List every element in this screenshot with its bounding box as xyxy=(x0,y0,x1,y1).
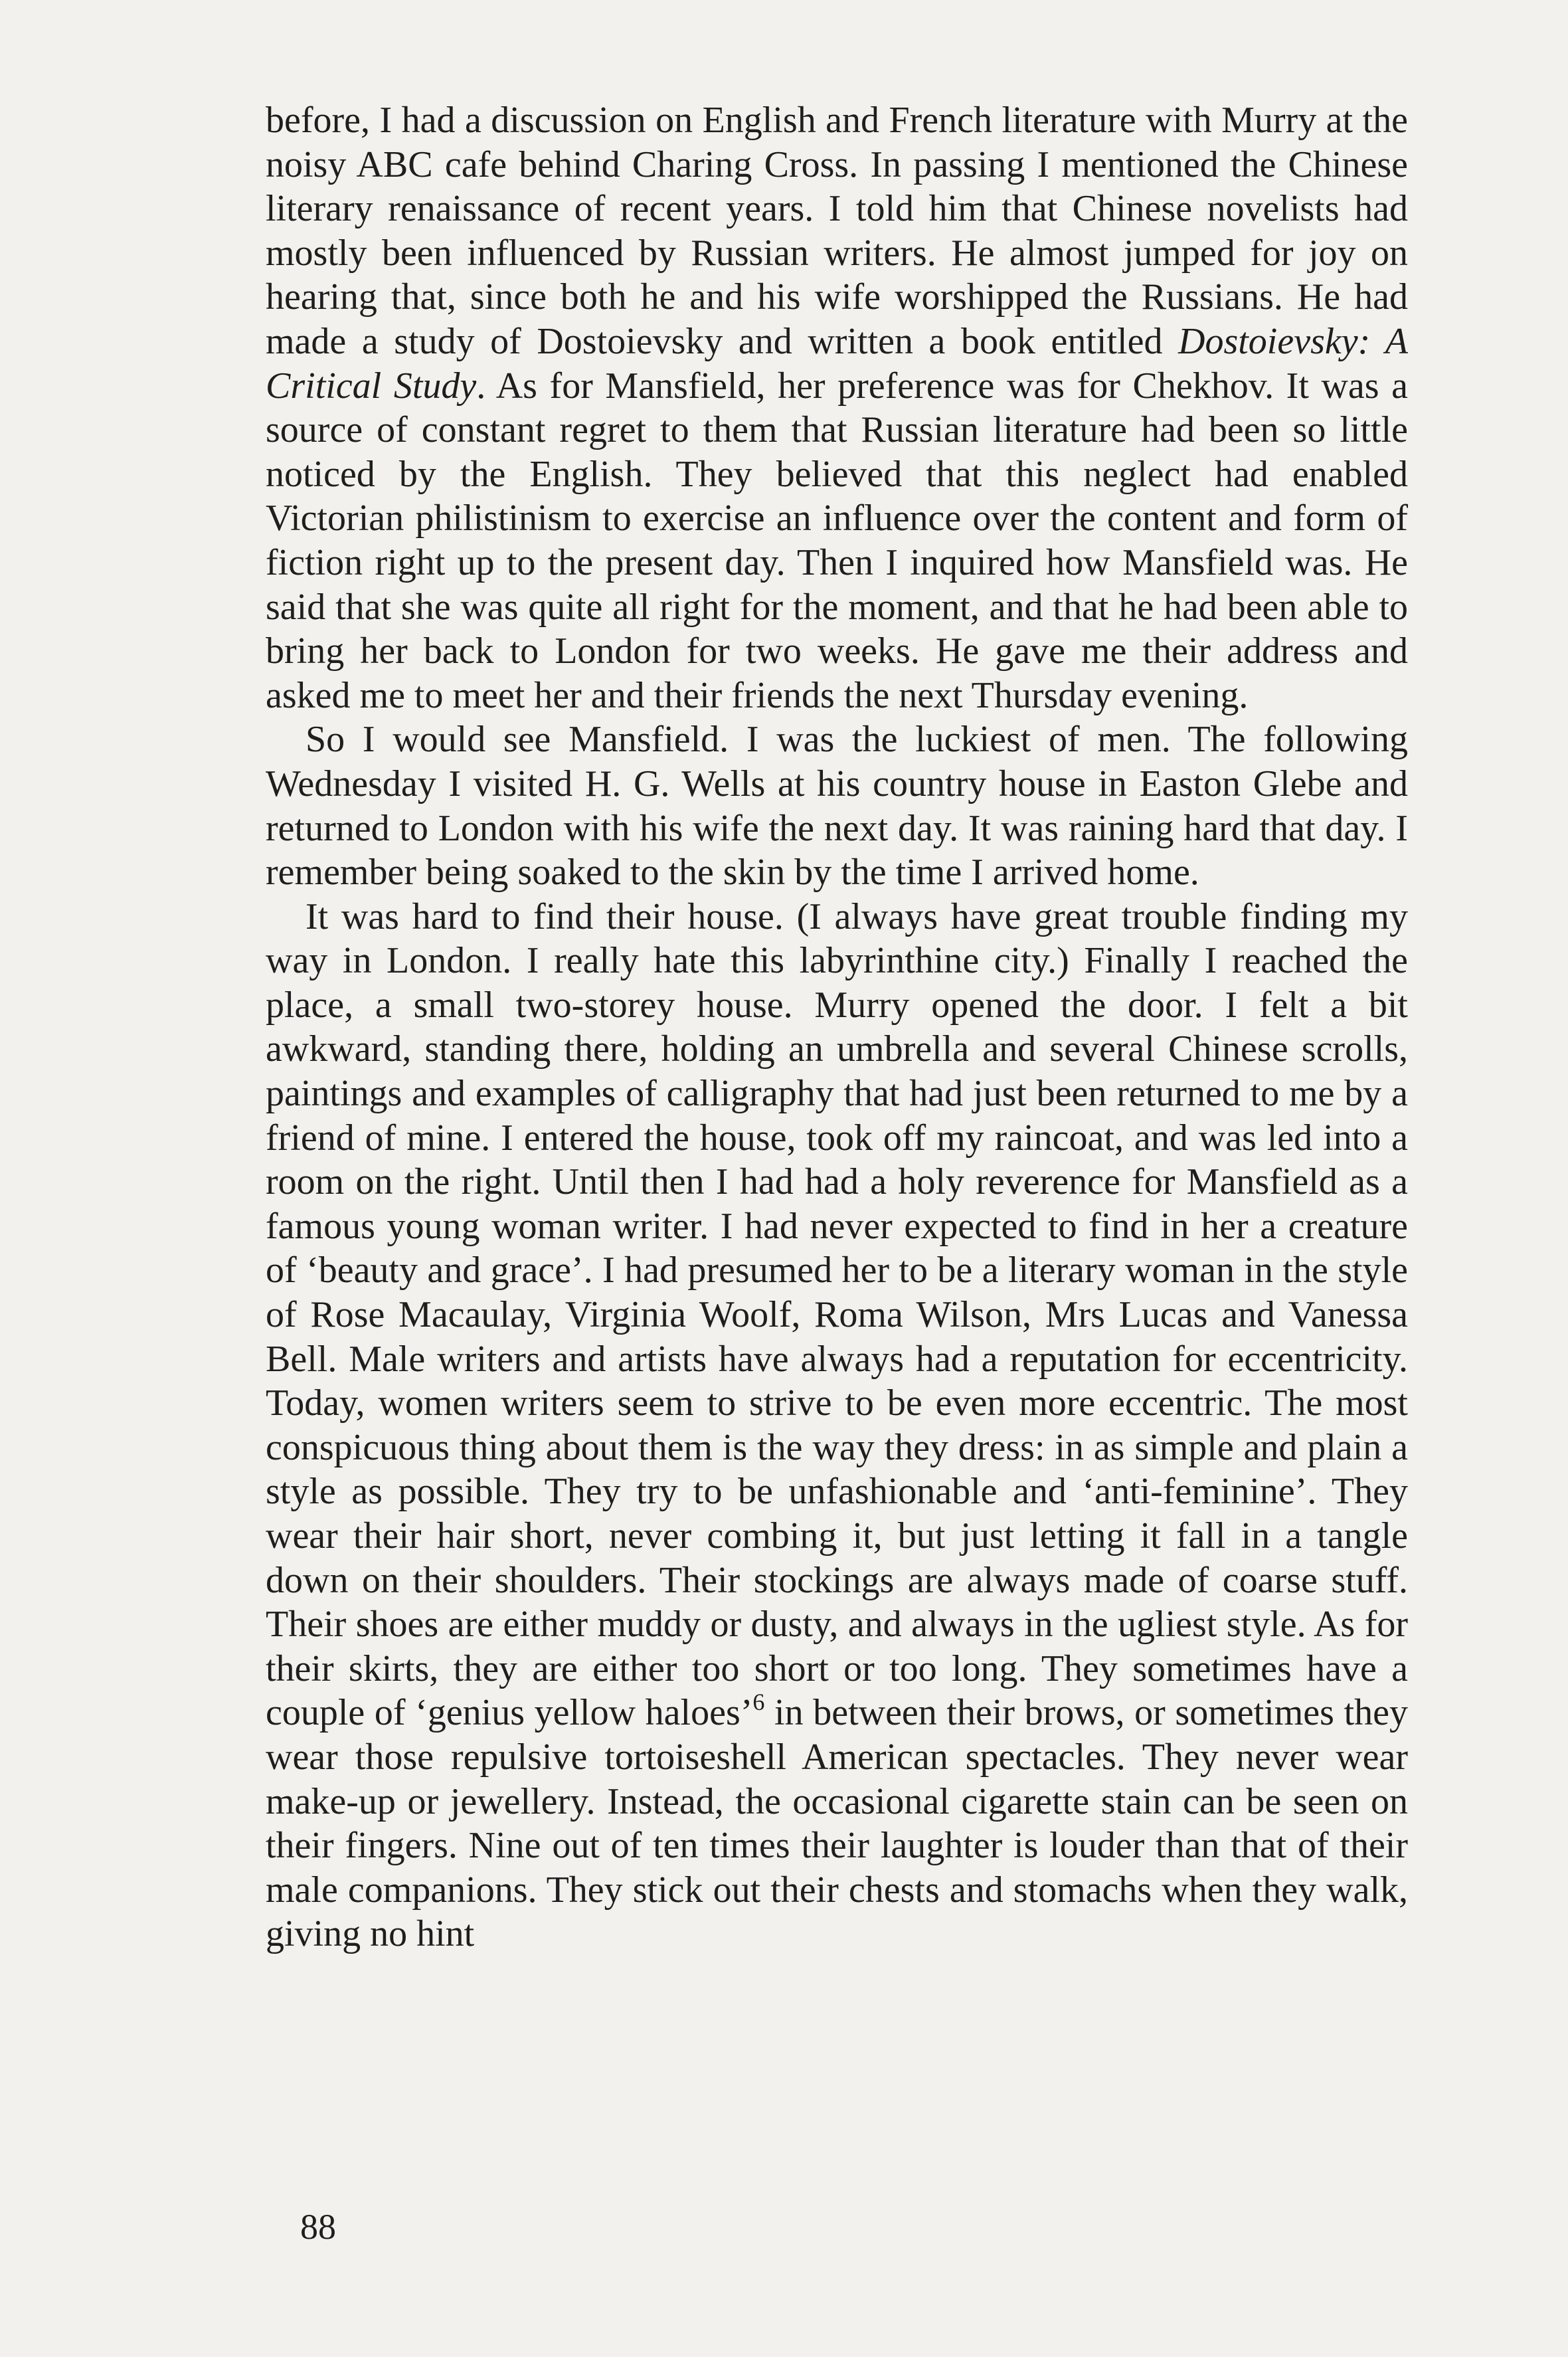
paragraph-3-text-a: It was hard to find their house. (I always have great trouble finding my way in London. I really hate this labyrinthine city.) Finally I reached the place, a small two-storey house. Murry opened the door. I felt a bit awkward, standing there, holding an umbrella and several Chinese scrolls, paintings and examples of calligraphy that had just been returned to me by a friend of mine. I entered the house, took off my raincoat, and was led into a room on the right. Until then I had had a holy reverence for Mansfield as a famous young woman writer. I had never expected to find in her a creature of ‘beauty and grace’. I had presumed her to be a literary woman in the style of Rose Macaulay, Virginia Woolf, Roma Wilson, Mrs Lucas and Vanessa Bell. Male writers and artists have always had a reputation for eccentricity. Today, women writers seem to strive to be even more eccentric. The most conspicuous thing about them is the way they dress: in as simple and plain a style as possible. They try to be unfashionable and ‘anti-feminine’. They wear their hair short, never combing it, but just letting it fall in a tangle down on their shoulders. Their stockings are always made of coarse stuff. Their shoes are either muddy or dusty, and always in the ugliest style. As for their skirts, they are either too short or too long. They sometimes have a couple of ‘genius yellow haloes’ xyxy=(266,896,1408,1734)
paragraph-2-text: So I would see Mansfield. I was the luckiest of men. The following Wednesday I visited H. G. Wells at his country house in Easton Glebe and returned to London with his wife the next day. It was raining hard that day. I remember being soaked to the skin by the time I arrived home. xyxy=(266,719,1408,894)
paragraph-3 xyxy=(266,895,1408,1956)
paragraph-1 xyxy=(266,98,1408,717)
footnote-reference: 6 xyxy=(752,1689,765,1716)
book-title-italic: Dostoievsky: A Critical Study xyxy=(266,320,1408,407)
body-text xyxy=(266,98,1408,1956)
paragraph-1-text-b: . As for Mansfield, her preference was for Chekhov. It was a source of constant regret to them that Russian literature had been so little noticed by the English. They believed that this neglect had enabled Victorian philistinism to exercise an influence over the content and form of fiction right up to the present day. Then I inquired how Mansfield was. He said that she was quite all right for the moment, and that he had been able to bring her back to London for two weeks. He gave me their address and asked me to meet her and their friends the next Thursday evening. xyxy=(266,365,1408,716)
paragraph-1-text-a: before, I had a discussion on English and French literature with Murry at the noisy ABC cafe behind Charing Cross. In passing I mentioned the Chinese literary renaissance of recent years. I told him that Chinese novelists had mostly been influenced by Russian writers. He almost jumped for joy on hearing that, since both he and his wife worshipped the Russians. He had made a study of Dostoievsky and written a book entitled xyxy=(266,100,1408,362)
paragraph-3-text-b: in between their brows, or sometimes they wear those repulsive tortoiseshell American spectacles. They never wear make-up or jewellery. Instead, the occasional cigarette stain can be seen on their fingers. Nine out of ten times their laughter is louder than that of their male companions. They stick out their chests and stomachs when they walk, giving no hint xyxy=(266,1692,1408,1955)
paragraph-2 xyxy=(266,717,1408,894)
page-number: 88 xyxy=(300,2207,336,2247)
